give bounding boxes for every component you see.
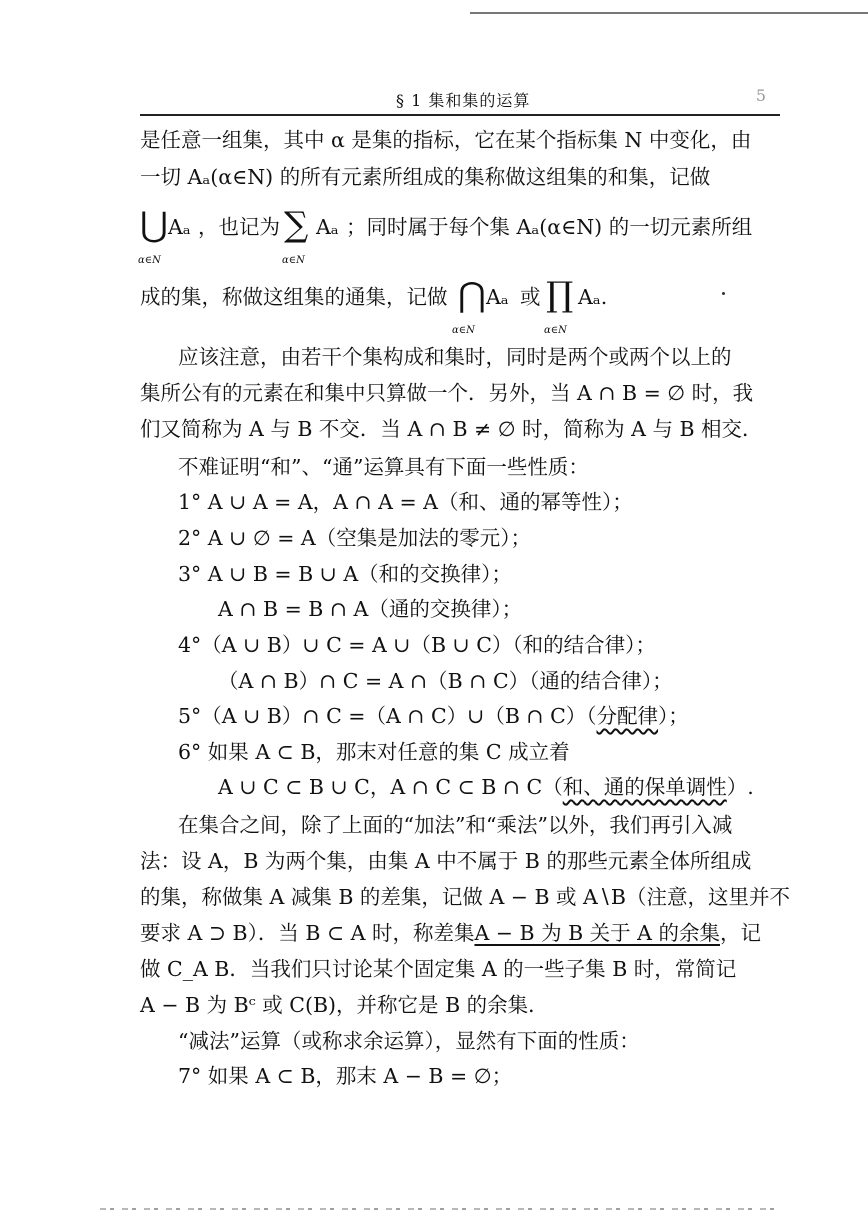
text-fragment: ；同时属于每个集 Aₐ(α∈N) 的一切元素所组 xyxy=(346,215,753,239)
scan-speck xyxy=(722,292,725,295)
big-product-symbol: ∏ xyxy=(546,275,574,315)
text-line: 一切 Aₐ(α∈N) 的所有元素所组成的集称做这组集的和集，记做 xyxy=(140,165,711,189)
scan-top-line xyxy=(470,12,868,14)
sum-subscript: α∈N xyxy=(282,255,305,266)
text-line: 做 C_A B．当我们只讨论某个固定集 A 的一些子集 B 时，常简记 xyxy=(140,957,737,981)
text-fragment: A ∪ C ⊂ B ∪ C，A ∩ C ⊂ B ∩ C（ xyxy=(218,775,563,799)
text-line: 是任意一组集，其中 α 是集的指标，它在某个指标集 N 中变化，由 xyxy=(140,128,752,152)
property-6a: 6° 如果 A ⊂ B，那末对任意的集 C 成立着 xyxy=(178,740,570,764)
section-title: § 1 集和集的运算 xyxy=(396,91,531,110)
intersection-subscript: α∈N xyxy=(452,325,475,336)
big-sum-symbol: ∑ xyxy=(284,205,309,245)
text-fragment: 或 xyxy=(520,285,541,309)
sum-var: Aₐ xyxy=(316,215,339,239)
text-line: 集所公有的元素在和集中只算做一个．另外，当 A ∩ B = ∅ 时，我 xyxy=(140,381,754,405)
union-subscript: α∈N xyxy=(138,255,161,266)
page-number: 5 xyxy=(755,86,766,105)
intersection-var: Aₐ xyxy=(486,285,509,309)
property-3a: 3° A ∪ B = B ∪ A（和的交换律）； xyxy=(178,562,512,586)
property-5 xyxy=(178,701,780,731)
underlined-term: 和、通的保单调性 xyxy=(562,775,727,799)
property-2: 2° A ∪ ∅ = A（空集是加法的零元）； xyxy=(178,526,531,550)
property-4a: 4°（A ∪ B）∪ C = A ∪（B ∪ C）（和的结合律）； xyxy=(178,633,656,657)
text-line: 的集，称做集 A 减集 B 的差集，记做 A − B 或 A∖B（注意，这里并不 xyxy=(140,885,790,909)
underlined-term: A − B 为 B 关于 A 的余集 xyxy=(474,921,720,945)
underlined-term: 分配律 xyxy=(596,704,659,728)
text-fragment: 要求 A ⊃ B）．当 B ⊂ A 时，称差集 xyxy=(140,921,475,945)
product-var: Aₐ. xyxy=(578,285,608,309)
text-fragment: ，记 xyxy=(720,921,761,945)
union-var: Aₐ xyxy=(168,215,191,239)
text-line: 法：设 A，B 为两个集，由集 A 中不属于 B 的那些元素全体所组成 xyxy=(140,849,752,873)
running-header xyxy=(140,84,780,116)
text-line: 不难证明“和”、“通”运算具有下面一些性质： xyxy=(178,455,589,479)
text-fragment: ，也记为 xyxy=(198,215,280,239)
text-fragment: ）； xyxy=(658,704,689,728)
property-4b: （A ∩ B）∩ C = A ∩（B ∩ C）（通的结合律）； xyxy=(218,669,673,693)
text-fragment: 成的集，称做这组集的通集，记做 xyxy=(140,285,448,309)
product-subscript: α∈N xyxy=(544,325,567,336)
union-formula-line xyxy=(138,205,780,266)
big-intersection-symbol: ⋂ xyxy=(458,275,486,315)
big-union-symbol: ⋃ xyxy=(140,205,168,245)
intersection-formula-line xyxy=(140,275,780,336)
text-line: 在集合之间，除了上面的“加法”和“乘法”以外，我们再引入减 xyxy=(178,813,733,837)
property-7: 7° 如果 A ⊂ B，那末 A − B = ∅； xyxy=(178,1064,513,1088)
property-6b xyxy=(218,772,780,802)
text-line: A − B 为 Bᶜ 或 C(B)，并称它是 B 的余集． xyxy=(140,993,549,1017)
text-line: 应该注意，由若干个集构成和集时，同时是两个或两个以上的 xyxy=(178,345,732,369)
text-fragment: ）. xyxy=(726,775,754,799)
property-3b: A ∩ B = B ∩ A（通的交换律）； xyxy=(218,597,523,621)
text-line: “减法”运算（或称求余运算），显然有下面的性质： xyxy=(178,1029,640,1053)
text-line: 们又简称为 A 与 B 不交．当 A ∩ B ≠ ∅ 时，简称为 A 与 B 相交． xyxy=(140,417,763,441)
property-1: 1° A ∪ A = A，A ∩ A = A（和、通的幂等性）； xyxy=(178,490,633,514)
text-line xyxy=(140,918,780,948)
text-fragment: 5°（A ∪ B）∩ C =（A ∩ C）∪（B ∩ C）（ xyxy=(178,704,597,728)
scan-bottom-noise xyxy=(100,1208,780,1210)
